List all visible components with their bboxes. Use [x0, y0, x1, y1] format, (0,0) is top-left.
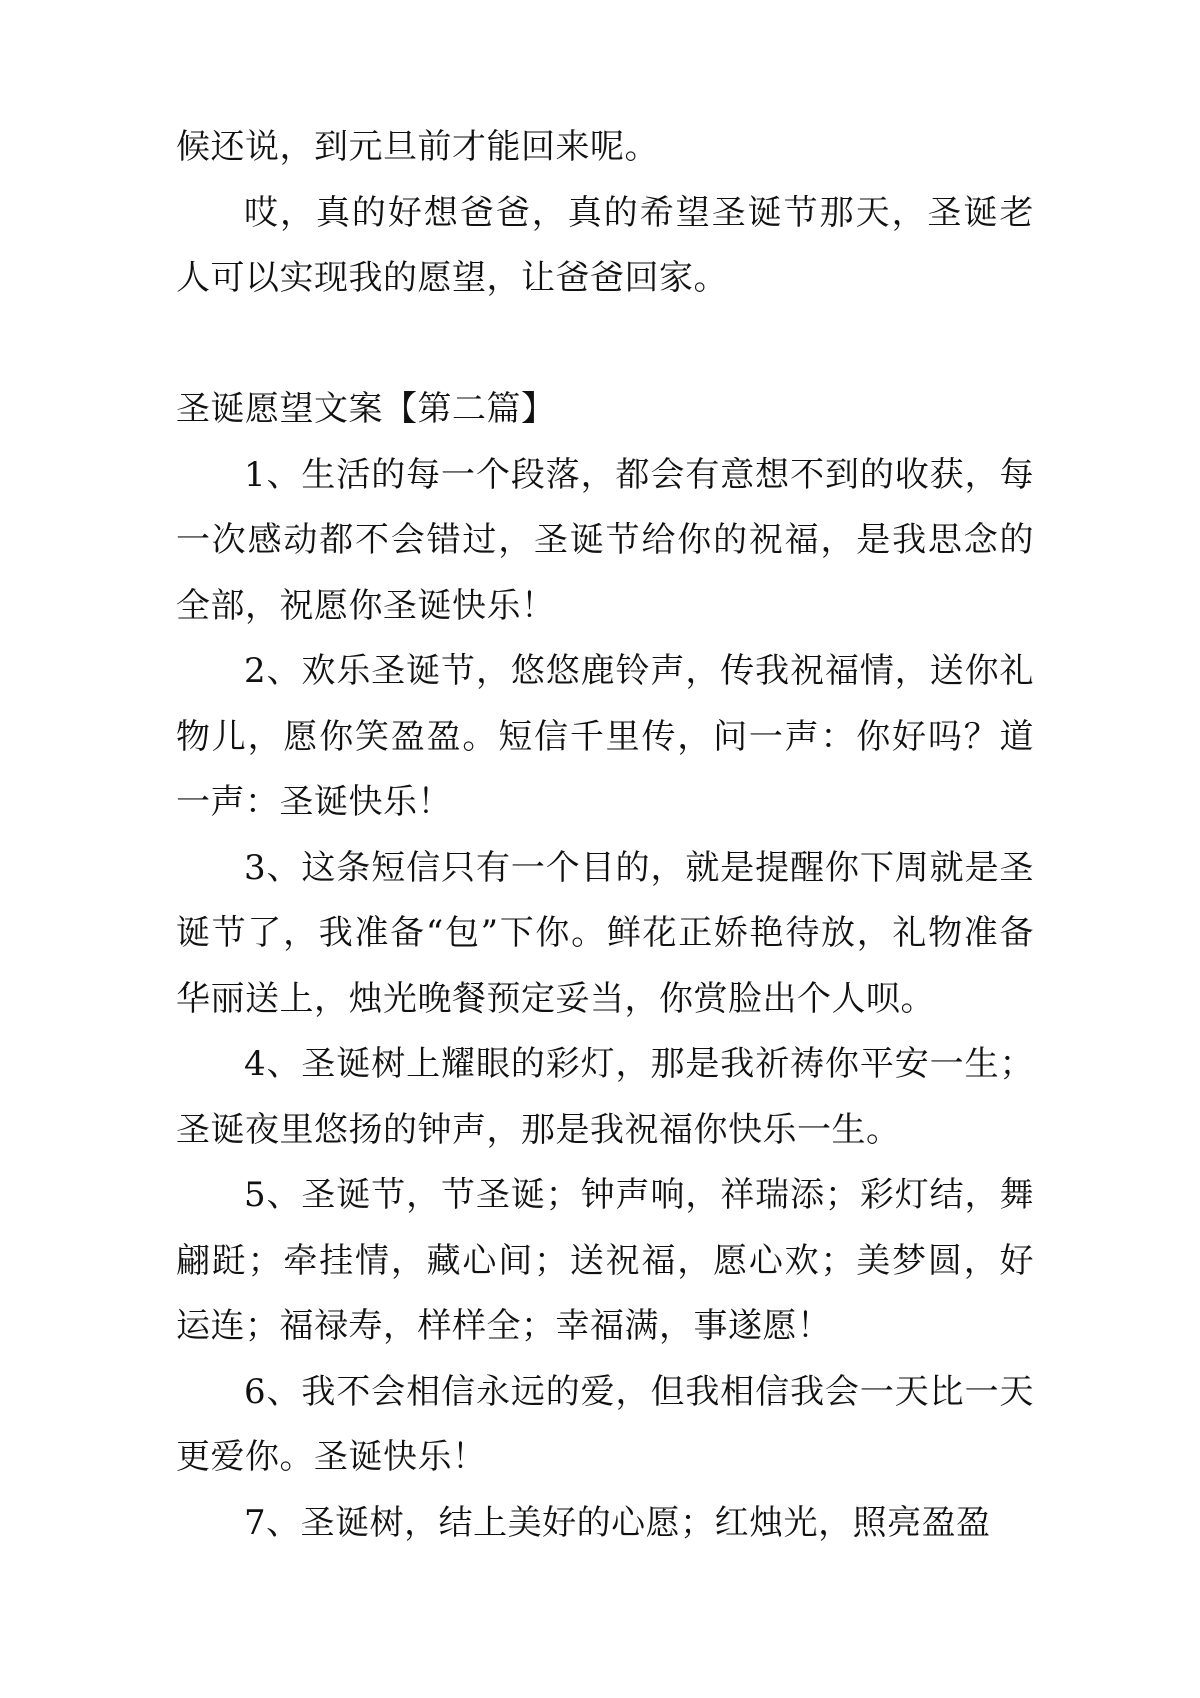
list-item-6: 6、我不会相信永远的爱，但我相信我会一天比一天更爱你。圣诞快乐！: [176, 1371, 1034, 1477]
document-body: [176, 115, 1034, 1556]
list-item-1: 1、生活的每一个段落，都会有意想不到的收获，每一次感动都不会错过，圣诞节给你的祝福，是我思念的全部，祝愿你圣诞快乐！: [176, 454, 1034, 626]
list-item-5: 5、圣诞节，节圣诞；钟声响，祥瑞添；彩灯结，舞翩跹；牵挂情，藏心间；送祝福，愿心欢；美梦圆，好运连；福禄寿，样样全；幸福满，事遂愿！: [176, 1175, 1034, 1346]
paragraph-wish: 哎，真的好想爸爸，真的希望圣诞节那天，圣诞老人可以实现我的愿望，让爸爸回家。: [176, 192, 1034, 298]
section-title: 圣诞愿望文案【第二篇】: [176, 389, 556, 429]
list-item-7: 7、圣诞树，结上美好的心愿；红烛光，照亮盈盈: [244, 1502, 991, 1543]
list-item-3: 3、这条短信只有一个目的，就是提醒你下周就是圣诞节了，我准备“包”下你。鲜花正娇艳待放，礼物准备华丽送上，烛光晚餐预定妥当，你赏脸出个人呗。: [176, 847, 1034, 1019]
list-item-4: 4、圣诞树上耀眼的彩灯，那是我祈祷你平安一生；圣诞夜里悠扬的钟声，那是我祝福你快乐一生。: [176, 1044, 1034, 1150]
paragraph-continued: 候还说，到元旦前才能回来呢。: [176, 127, 659, 167]
blank-line: [176, 312, 1034, 378]
list-item-2: 2、欢乐圣诞节，悠悠鹿铃声，传我祝福情，送你礼物儿，愿你笑盈盈。短信千里传，问一声：你好吗？道一声：圣诞快乐！: [176, 651, 1034, 822]
